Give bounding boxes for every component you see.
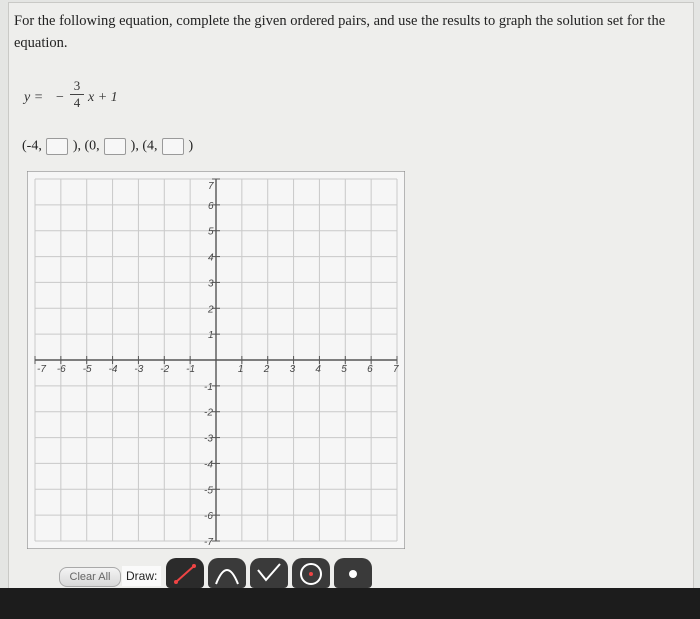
x-tick-label: -1 (186, 364, 196, 375)
check-tool-icon (250, 558, 288, 588)
y-tick-label: 2 (208, 304, 214, 316)
equation-sign: − (56, 90, 64, 105)
pair2-open: (0, (84, 138, 100, 154)
y-tick-label: -1 (204, 381, 213, 393)
pair3-close: ) (188, 138, 194, 154)
x-tick-label: 5 (341, 364, 347, 375)
x-tick-label: -3 (134, 364, 144, 375)
ordered-pairs (22, 138, 193, 155)
y-tick-label: 7 (208, 181, 214, 192)
x-tick-label: 7 (393, 364, 399, 375)
x-tick-label: 3 (289, 364, 296, 375)
line-tool-icon (166, 558, 204, 588)
y-tick-label: -7 (204, 537, 213, 548)
pair1-close: ), (72, 138, 81, 154)
y-tick-label: 5 (208, 226, 214, 238)
x-tick-label: -5 (82, 364, 92, 375)
pair1-y-input[interactable] (46, 138, 68, 155)
pair2-y-input[interactable] (104, 138, 126, 155)
draw-label: Draw: (122, 566, 161, 586)
point-tool-icon (334, 558, 372, 588)
parabola-tool-icon (208, 558, 246, 588)
parabola-tool-button[interactable] (208, 558, 246, 588)
clear-all-button[interactable]: Clear All (59, 567, 121, 587)
bottom-bar (0, 588, 700, 619)
y-tick-label: -6 (204, 511, 213, 523)
fraction-denominator: 4 (73, 95, 81, 110)
check-tool-button[interactable] (250, 558, 288, 588)
y-tick-label: -2 (204, 407, 213, 419)
y-tick-label: 3 (208, 278, 214, 290)
x-tick-label: 6 (367, 364, 373, 375)
pair2-close: ), (130, 138, 139, 154)
equation-lhs: y = (24, 90, 44, 105)
point-tool-button[interactable] (334, 558, 372, 588)
y-tick-label: -4 (204, 459, 213, 471)
equation-fraction (70, 78, 84, 111)
equation-rest: x + 1 (88, 90, 118, 105)
toolbar (0, 558, 700, 588)
x-tick-label: 4 (315, 364, 321, 375)
circle-tool-icon (292, 558, 330, 588)
y-tick-label: -5 (204, 485, 213, 497)
coordinate-graph[interactable] (27, 171, 405, 549)
pair1-open: (-4, (22, 138, 42, 154)
x-tick-label: -7 (37, 364, 46, 375)
x-tick-label: -4 (108, 364, 118, 375)
y-tick-label: 6 (208, 200, 214, 212)
line-tool-button[interactable] (166, 558, 204, 588)
pair3-open: (4, (142, 138, 158, 154)
x-tick-label: 1 (237, 364, 244, 375)
pair3-y-input[interactable] (162, 138, 184, 155)
x-tick-label: -6 (56, 364, 66, 375)
y-tick-label: 4 (208, 252, 214, 264)
circle-tool-button[interactable] (292, 558, 330, 588)
fraction-numerator: 3 (70, 78, 84, 95)
x-tick-label: -2 (160, 364, 170, 375)
x-tick-label: 2 (263, 364, 270, 375)
question-text: For the following equation, complete the given ordered pairs, and use the results to graph the solution set for the equation. (14, 13, 666, 51)
y-tick-label: 1 (208, 330, 214, 342)
y-tick-label: -3 (204, 433, 213, 445)
